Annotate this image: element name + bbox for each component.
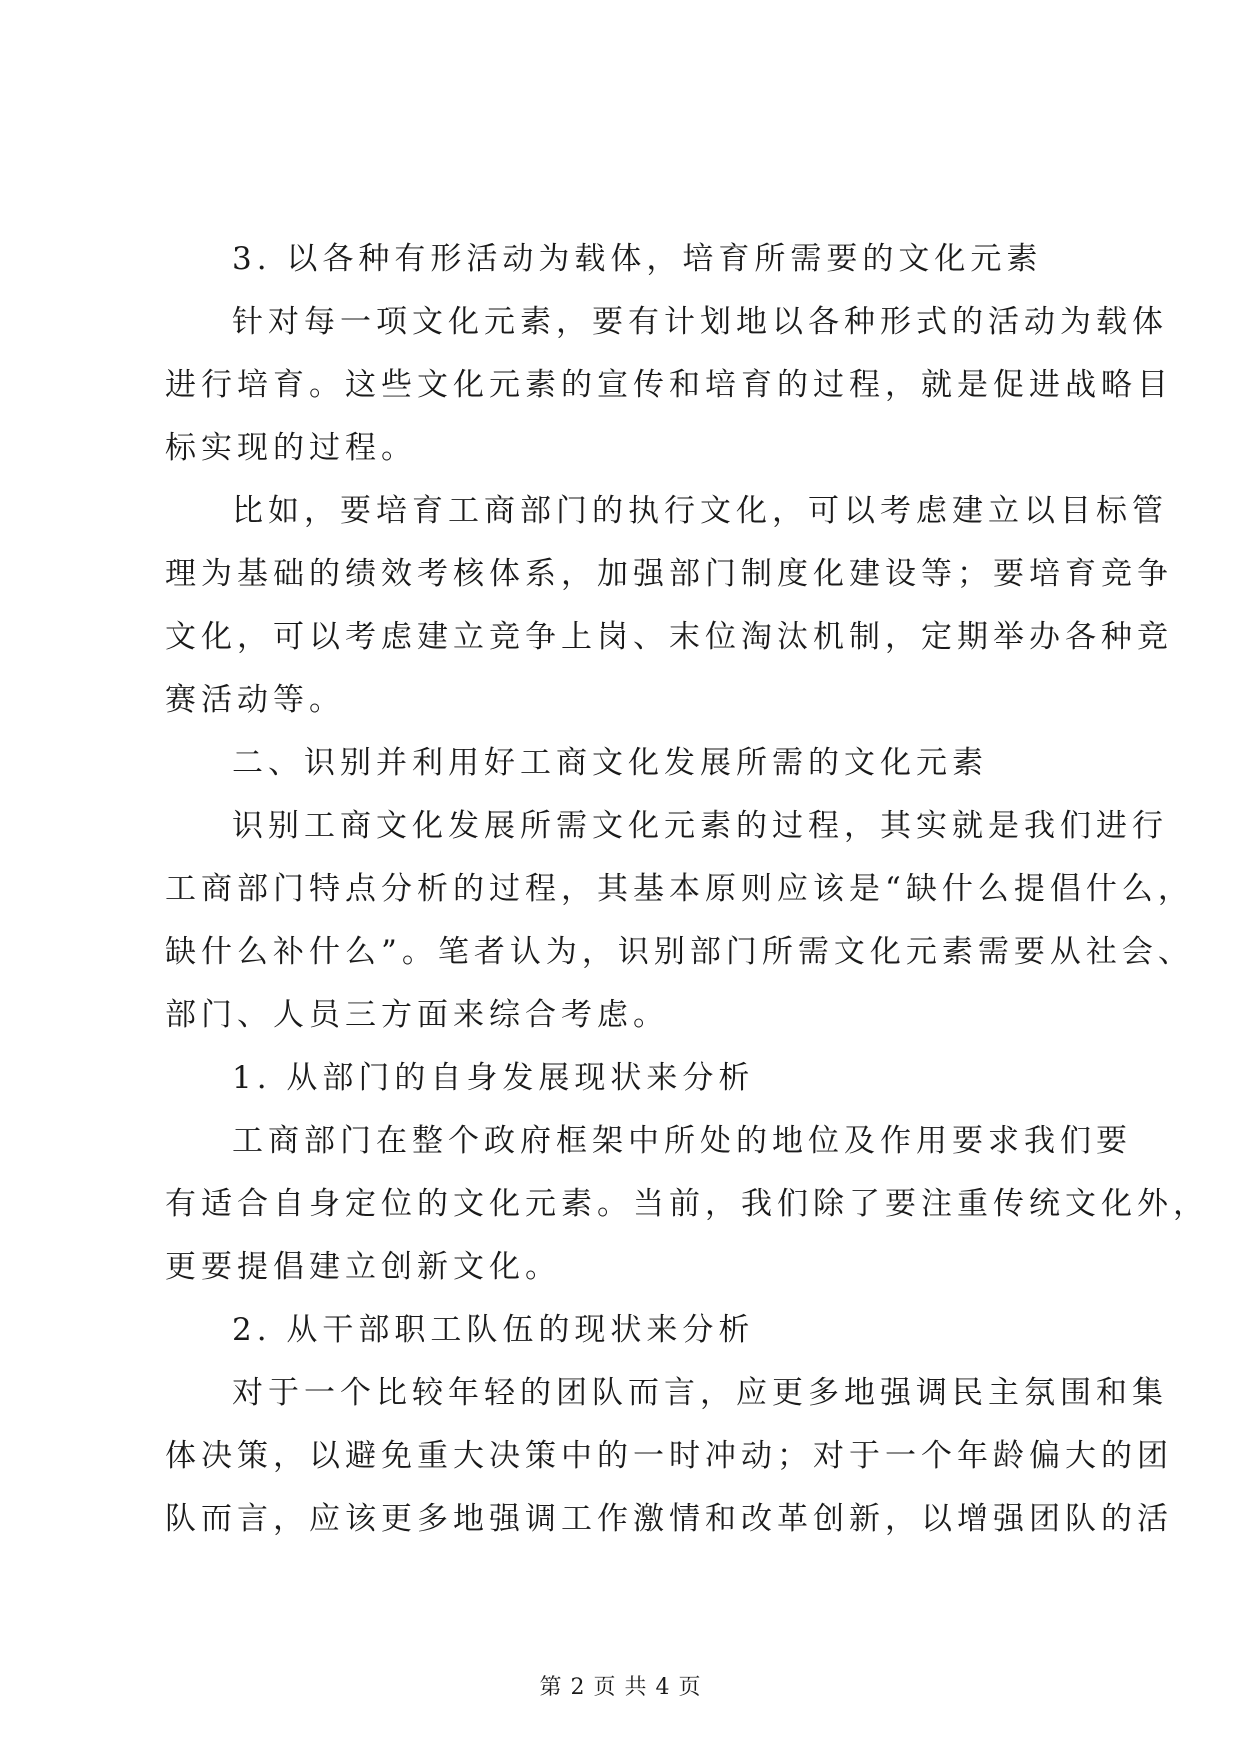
paragraph-cultivation (165, 291, 1173, 480)
text-line: 标实现的过程。 (165, 430, 417, 466)
text-line: 对于一个比较年轻的团队而言，应更多地强调民主氛围和集 (232, 1375, 1168, 1411)
text-line: 体决策，以避免重大决策中的一时冲动；对于一个年龄偏大的团 (165, 1438, 1173, 1474)
section-heading-3 (165, 228, 1085, 291)
paragraph-identify (165, 795, 1194, 1047)
subheading-1 (165, 1047, 1085, 1110)
text-line: 缺什么补什么”。笔者认为，识别部门所需文化元素需要从社会、 (165, 934, 1194, 970)
page-footer (0, 1670, 1241, 1701)
text-line: 比如，要培育工商部门的执行文化，可以考虑建立以目标管 (232, 493, 1168, 529)
section-heading-2 (165, 732, 1085, 795)
heading-line: 2. 从干部职工队伍的现状来分析 (232, 1312, 755, 1348)
paragraph-example (165, 480, 1173, 732)
subheading-2 (165, 1299, 1085, 1362)
document-body (165, 228, 1209, 1551)
paragraph-team (165, 1362, 1173, 1551)
text-line: 工商部门在整个政府框架中所处的地位及作用要求我们要 (232, 1123, 1132, 1159)
text-line: 理为基础的绩效考核体系，加强部门制度化建设等；要培育竞争 (165, 556, 1173, 592)
text-line: 工商部门特点分析的过程，其基本原则应该是“缺什么提倡什么， (165, 871, 1194, 907)
heading-line: 1. 从部门的自身发展现状来分析 (232, 1060, 755, 1096)
page-number: 第 2 页 共 4 页 (539, 1675, 702, 1700)
text-line: 进行培育。这些文化元素的宣传和培育的过程，就是促进战略目 (165, 367, 1173, 403)
text-line: 更要提倡建立创新文化。 (165, 1249, 561, 1285)
text-line: 识别工商文化发展所需文化元素的过程，其实就是我们进行 (232, 808, 1168, 844)
text-line: 部门、人员三方面来综合考虑。 (165, 997, 669, 1033)
paragraph-department (165, 1110, 1209, 1299)
text-line: 赛活动等。 (165, 682, 345, 718)
text-line: 文化，可以考虑建立竞争上岗、末位淘汰机制，定期举办各种竞 (165, 619, 1173, 655)
text-line: 有适合自身定位的文化元素。当前，我们除了要注重传统文化外， (165, 1186, 1209, 1222)
text-line: 针对每一项文化元素，要有计划地以各种形式的活动为载体 (232, 304, 1168, 340)
heading-line: 二、识别并利用好工商文化发展所需的文化元素 (232, 745, 988, 781)
heading-line: 3. 以各种有形活动为载体，培育所需要的文化元素 (232, 241, 1043, 277)
text-line: 队而言，应该更多地强调工作激情和改革创新，以增强团队的活 (165, 1501, 1173, 1537)
